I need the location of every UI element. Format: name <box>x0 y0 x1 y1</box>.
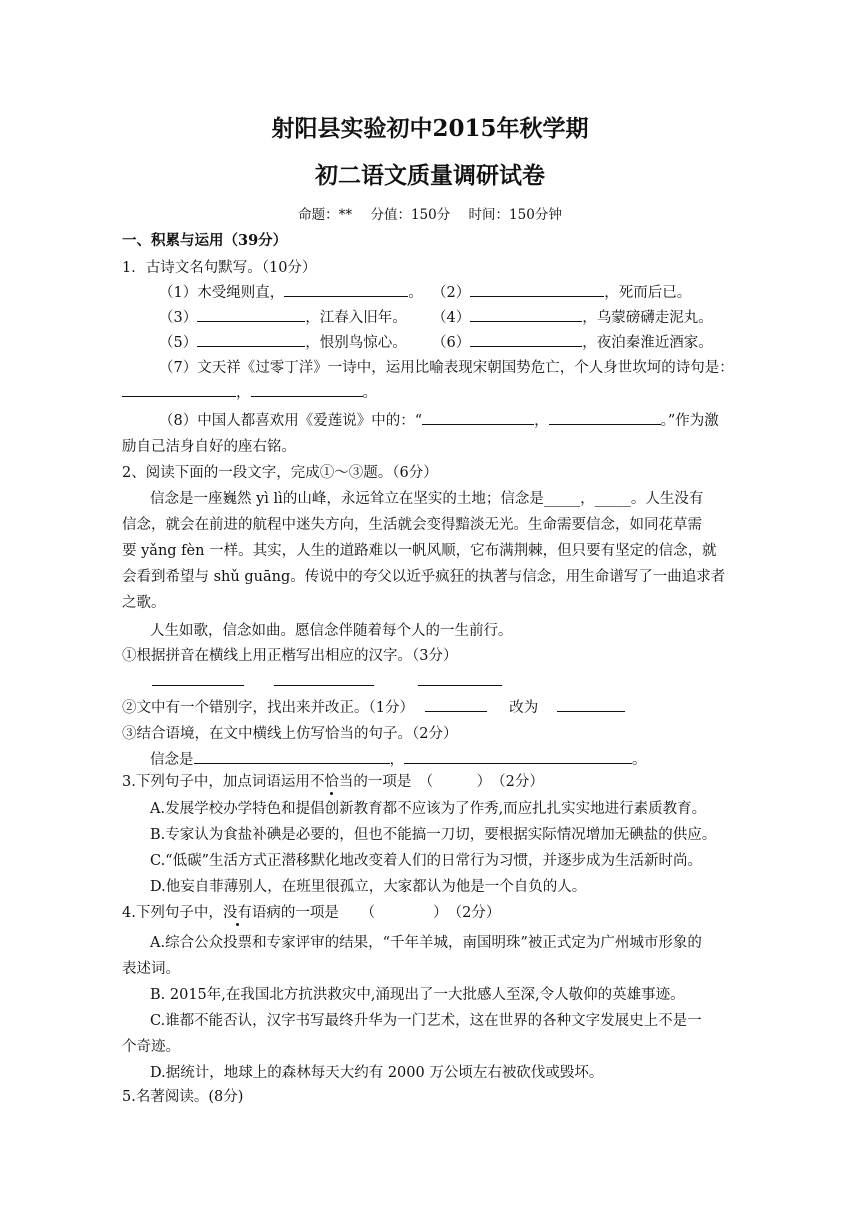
score-info: 分值：150分 <box>370 207 451 223</box>
exam-info <box>0 203 860 223</box>
q2-passage-line: 信念是一座巍然 yì lì的山峰，永远耸立在坚实的土地；信念是_____，_____。人生没有 <box>150 491 704 507</box>
answer-blank[interactable] <box>194 749 390 764</box>
answer-blank[interactable] <box>470 282 604 297</box>
q2-passage-line: 会看到希望与 shǔ guāng。传说中的夸父以近乎疯狂的执著与信念，用生命谱写了一曲追求者 <box>122 569 726 585</box>
answer-blank[interactable] <box>425 697 487 712</box>
q1-item-2: （2） ，死而后已。 <box>432 281 691 302</box>
answer-blank[interactable] <box>284 282 408 297</box>
q1-item-8: （8）中国人都喜欢用《爱莲说》中的：“ ， 。”作为激 <box>159 409 719 430</box>
q2-passage-line: 信念，就会在前进的航程中迷失方向，生活就会变得黯淡无光。生命需要信念，如同花草需 <box>122 517 702 533</box>
answer-blank[interactable] <box>422 410 534 425</box>
q2-passage-line: 人生如歌，信念如曲。愿信念伴随着每个人的一生前行。 <box>150 623 513 639</box>
q2-sub-1: ①根据拼音在横线上用正楷写出相应的汉字。（3分） <box>122 648 458 664</box>
answer-blank[interactable] <box>274 685 374 686</box>
q2-passage-line: 要 yǎng fèn 一样。其实，人生的道路难以一帆风顺，它布满荆棘，但只要有坚定的信念，就 <box>122 543 717 559</box>
q1-heading: 1．古诗文名句默写。（10分） <box>122 260 317 276</box>
q1-item-6: （6） ，夜泊秦淮近酒家。 <box>432 331 713 352</box>
q3-option-d: D.他妄自菲薄别人，在班里很孤立，大家都认为他是一个自负的人。 <box>150 879 587 895</box>
answer-blank[interactable] <box>152 685 244 686</box>
q3-option-c: C.“低碳”生活方式正潜移默化地改变着人们的日常行为习惯，并逐步成为生活新时尚。 <box>150 853 703 869</box>
answer-blank[interactable] <box>251 382 363 397</box>
section-heading: 一、积累与运用（39分） <box>122 232 288 249</box>
q1-item-1: （1）木受绳则直， 。 <box>159 281 423 302</box>
q3-option-b: B.专家认为食盐补碘是必要的，但也不能搞一刀切，要根据实际情况增加无碘盐的供应。 <box>150 827 717 843</box>
q1-item-8-cont: 励自己洁身自好的座右铭。 <box>122 439 296 455</box>
q4-option-b: B. 2015年,在我国北方抗洪救灾中,涌现出了一大批感人至深,令人敬仰的英雄事迹。 <box>150 987 685 1003</box>
q4-option-d: D.据统计，地球上的森林每天大约有 2000 万公顷左右被砍伐或毁坏。 <box>150 1065 604 1081</box>
answer-blank[interactable] <box>122 382 236 397</box>
q1-item-3: （3） ，江春入旧年。 <box>159 306 407 327</box>
q4-option-c: C.谁都不能否认，汉字书写最终升华为一门艺术，这在世界的各种文字发展史上不是一 <box>150 1013 702 1029</box>
exam-title: 射阳县实验初中2015年秋学期 <box>271 115 589 142</box>
answer-blank[interactable] <box>470 332 582 347</box>
q3-option-a: A.发展学校办学特色和提倡创新教育都不应该为了作秀,而应扎扎实实地进行素质教育。 <box>150 801 707 817</box>
answer-blank[interactable] <box>549 410 661 425</box>
q2-sub-2: ②文中有一个错别字，找出来并改正。（1分） 改为 <box>122 696 625 717</box>
q3-heading: 3.下列句子中，加点词语运用不恰当的一项是 （ ） （2分） <box>122 774 544 790</box>
time-info: 时间：150分钟 <box>468 207 562 223</box>
q5-heading: 5.名著阅读。(8分) <box>122 1089 244 1105</box>
q4-option-c-cont: 个奇迹。 <box>122 1039 180 1055</box>
author-info: 命题：** <box>298 207 353 223</box>
answer-blank[interactable] <box>418 685 502 686</box>
q4-option-a: A.综合公众投票和专家评审的结果，“千年羊城，南国明珠”被正式定为广州城市形象的 <box>150 935 702 951</box>
q1-item-5: （5） ，恨别鸟惊心。 <box>159 331 407 352</box>
q2-sub-3-answer: 信念是 ， 。 <box>150 748 647 769</box>
q2-passage-line: 之歌。 <box>122 595 166 611</box>
q2-sub-3: ③结合语境，在文中横线上仿写恰当的句子。（2分） <box>122 726 458 742</box>
q1-item-7: （7）文天祥《过零丁洋》一诗中，运用比喻表现宋朝国势危亡，个人身世坎坷的诗句是： <box>159 360 734 376</box>
answer-blank[interactable] <box>197 307 305 322</box>
answer-blank[interactable] <box>470 307 582 322</box>
q2-heading: 2、阅读下面的一段文字，完成①～③题。（6分） <box>122 465 438 481</box>
q4-heading: 4.下列句子中，没有语病的一项是 （ ） （2分） <box>122 905 501 921</box>
answer-blank[interactable] <box>557 697 625 712</box>
q4-option-a-cont: 表述词。 <box>122 961 180 977</box>
q1-item-7-answer: ， 。 <box>122 381 377 402</box>
answer-blank[interactable] <box>404 749 632 764</box>
q1-item-4: （4） ，乌蒙磅礴走泥丸。 <box>432 306 713 327</box>
answer-blank[interactable] <box>197 332 305 347</box>
exam-subtitle: 初二语文质量调研试卷 <box>315 162 545 189</box>
